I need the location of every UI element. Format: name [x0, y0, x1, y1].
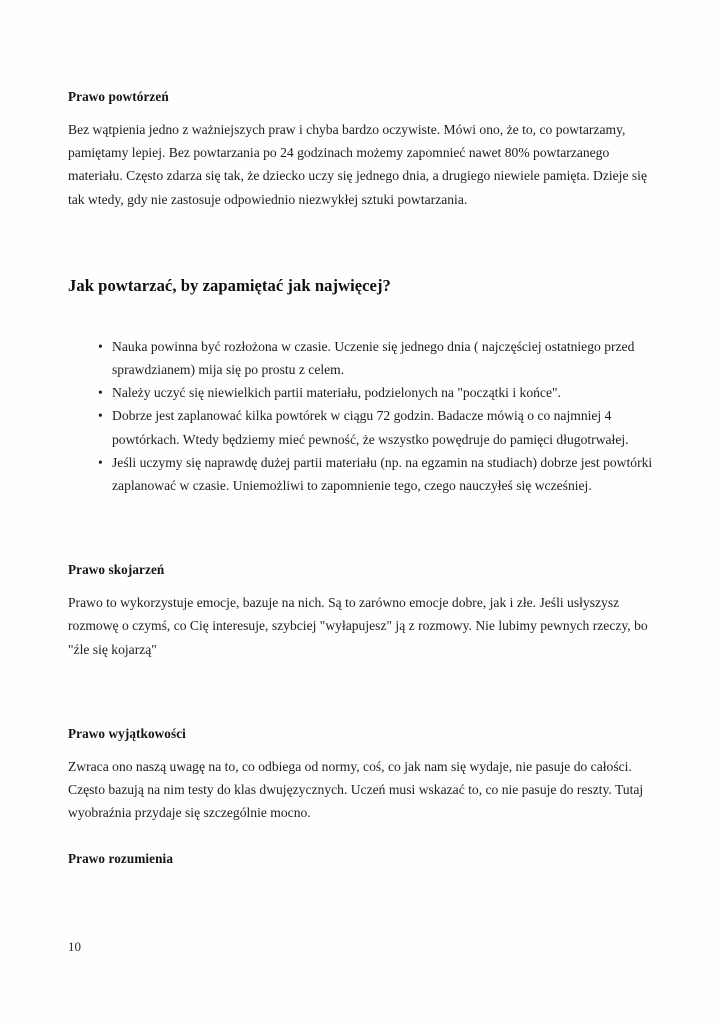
section-body: Zwraca ono naszą uwagę na to, co odbiega od normy, coś, co jak nam się wydaje, nie pasuje do całości. Często bazują na nim testy do klas dwujęzycznych. Uczeń musi wskazać to, co nie pasuje do reszty. Tutaj wyobraźnia przydaje się szczególnie mocno. [68, 758, 644, 821]
list-item-text: Dobrze jest zaplanować kilka powtórek w ciągu 72 godzin. Badacze mówią o co najmniej 4 powtórkach. Wtedy będziemy mieć pewność, że wszystko powędruje do pamięci długotrwałej. [112, 408, 629, 447]
list-item-text: Jeśli uczymy się naprawdę dużej partii materiału (np. na egzamin na studiach) dobrze jest powtórki zaplanować w czasie. Uniemożliwi to zapomnienie tego, czego nauczyłeś się wcześniej. [112, 454, 653, 494]
section-spacer [68, 497, 656, 561]
page-number: 10 [68, 939, 81, 954]
list-item [68, 404, 656, 450]
list-item [68, 335, 656, 381]
section-heading: Prawo wyjątkowości [68, 725, 186, 741]
section-prawo-skojarzen [68, 561, 656, 661]
list-item [68, 451, 656, 497]
section-spacer [68, 661, 656, 725]
list-item-text: Nauka powinna być rozłożona w czasie. Uczenie się jednego dnia ( najczęściej ostatniego przed sprawdzianem) mija się po prostu z celem. [112, 338, 635, 378]
section-spacer [68, 211, 656, 275]
tips-bullet-list [68, 335, 656, 497]
section-prawo-wyjatkowosci [68, 725, 656, 825]
section-heading: Prawo rozumienia [68, 851, 174, 867]
section-body: Bez wątpienia jedno z ważniejszych praw i chyba bardzo oczywiste. Mówi ono, że to, co powtarzamy, pamiętamy lepiej. Bez powtarzania po 24 godzinach możemy zapomnieć nawet 80% powtarzanego materiału. Często zdarza się tak, że dziecko uczy się jednego dnia, a drugiego niewiele pamięta. Dzieje się tak wtedy, gdy nie zastosuje odpowiednio niezwykłej sztuki powtarzania. [68, 122, 647, 207]
section-prawo-rozumienia [68, 850, 656, 868]
section-heading: Prawo skojarzeń [68, 562, 165, 578]
section-body: Prawo to wykorzystuje emocje, bazuje na nich. Są to zarówno emocje dobre, jak i złe. Jeśli usłyszysz rozmowę o czymś, co Cię interesuje, szybciej "wyłapujesz" ją z rozmowy. Nie lubimy pewnych rzeczy, bo "źle się kojarzą" [68, 595, 648, 657]
heading-spacer [68, 297, 656, 335]
section-prawo-powtorzen [68, 88, 656, 211]
bullet-point-icon: • [98, 385, 103, 401]
bullet-point-icon: • [98, 338, 103, 354]
page-content [68, 88, 656, 880]
bullet-point-icon: • [98, 454, 103, 470]
section-heading: Prawo powtórzeń [68, 89, 169, 104]
bullet-point-icon: • [98, 408, 103, 424]
list-item [68, 381, 656, 404]
section-spacer [68, 824, 656, 850]
list-item-text: Należy uczyć się niewielkich partii materiału, podzielonych na "początki i końce". [112, 385, 561, 401]
main-heading: Jak powtarzać, by zapamiętać jak najwięcej? [68, 275, 391, 295]
